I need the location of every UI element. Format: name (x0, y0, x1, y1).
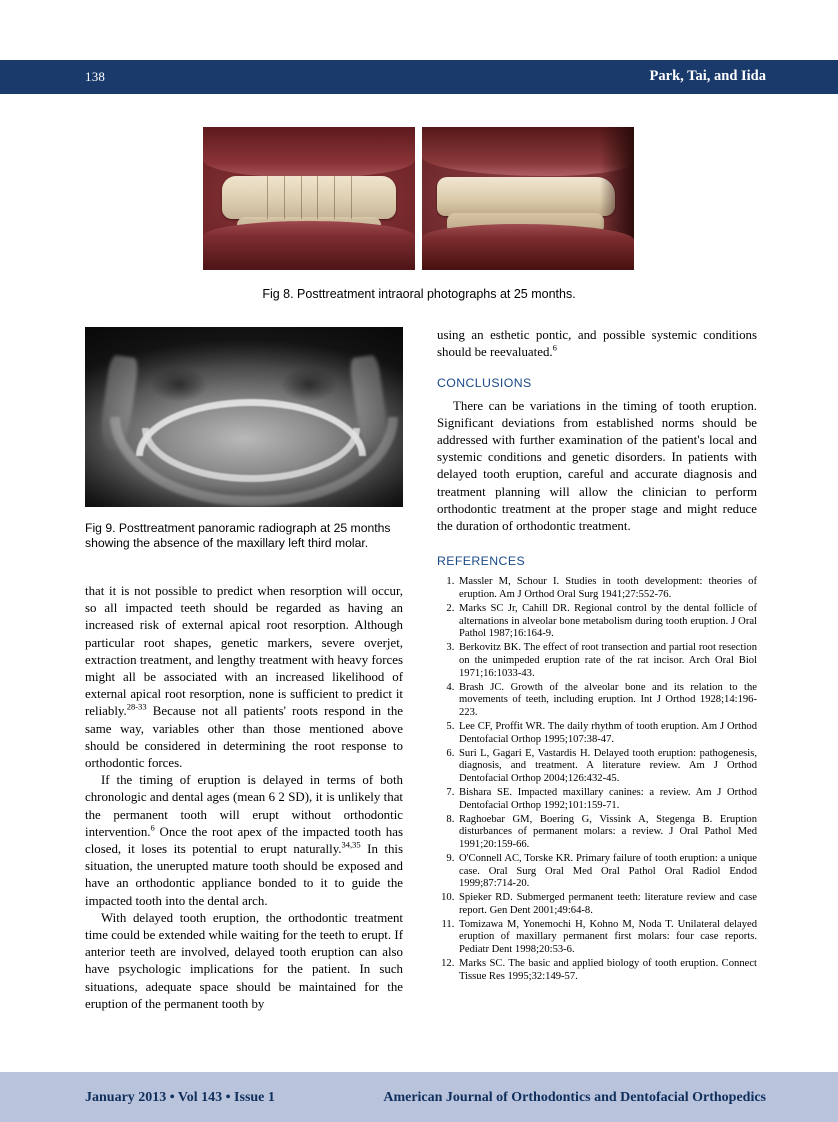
paragraph-continuation (437, 327, 757, 361)
reference-item: 2. Marks SC Jr, Cahill DR. Regional control by the dental follicle of alternations in alveolar bone metabolism during tooth eruption. J Oral Pathol 1987;16:164-9. (457, 603, 757, 641)
references-list (437, 576, 757, 983)
paragraph-text: If the timing of eruption is delayed in terms of both chronologic and dental ages (mean 6 2 SD), it is unlikely that the permanent tooth will erupt without orthodontic intervention. (85, 773, 403, 839)
figure-8-images (203, 127, 634, 270)
body-column-right (437, 327, 757, 985)
panoramic-radiograph (85, 327, 403, 507)
intraoral-lateral-photograph (422, 127, 634, 270)
reference-item: 11. Tomizawa M, Yonemochi H, Kohno M, Noda T. Unilateral delayed eruption of maxillary permanent first molars: four case reports. Pediatr Dent 1998;20:53-6. (457, 919, 757, 957)
citation-superscript: 34,35 (341, 839, 361, 850)
reference-item: 12. Marks SC. The basic and applied biology of tooth eruption. Connect Tissue Res 1995;32:149-57. (457, 958, 757, 983)
reference-item: 4. Brash JC. Growth of the alveolar bone and its relation to the movements of teeth, including eruption. Int J Orthod 1928;14:196-223. (457, 682, 757, 720)
reference-item: 6. Suri L, Gagari E, Vastardis H. Delayed tooth eruption: pathogenesis, diagnosis, and treatment. A literature review. Am J Orthod Dentofacial Orthop 2004;126:432-45. (457, 748, 757, 786)
paragraph-delayed-eruption: With delayed tooth eruption, the orthodontic treatment time could be extended while waiting for the teeth to erupt. If anterior teeth are involved, delayed tooth eruption can also have psychologic implications for the patient. In such situations, adequate space should be maintained for the eruption of the permanent tooth by (85, 910, 403, 1011)
page-header-bar (0, 60, 838, 94)
paragraph-conclusions: There can be variations in the timing of tooth eruption. Significant deviations from established norms should be addressed with further examination of the patient's local and systemic conditions and genetic disorders. In patients with delayed tooth eruption, careful and accurate diagnosis and treatment planning will allow the clinician to perform orthodontic treatment at the proper stage and might reduce the duration of orthodontic treatment. (437, 398, 757, 534)
page-number: 138 (85, 69, 106, 84)
reference-item: 8. Raghoebar GM, Boering G, Vissink A, Stegenga B. Eruption disturbances of permanent molars: a review. J Oral Pathol Med 1991;20:159-66. (457, 814, 757, 852)
reference-item: 10. Spieker RD. Submerged permanent teeth: literature review and case report. Gen Dent 2001;49:64-8. (457, 892, 757, 917)
references-heading: REFERENCES (437, 554, 526, 569)
figure-8-caption: Fig 8. Posttreatment intraoral photographs at 25 months. (262, 287, 576, 301)
radiograph-image (85, 327, 403, 507)
reference-item: 9. O'Connell AC, Torske KR. Primary failure of tooth eruption: a unique case. Oral Surg Oral Med Oral Pathol Oral Radiol Endod 1999;87:714-20. (457, 853, 757, 891)
reference-item: 5. Lee CF, Proffit WR. The daily rhythm of tooth eruption. Am J Orthod Dentofacial Orthop 1995;107:38-47. (457, 721, 757, 746)
paragraph-text-tail: Because not all patients' roots respond in the same way, variables other than those mentioned above should be considered in determining the root response to orthodontic forces. (85, 704, 403, 771)
footer-journal-name: American Journal of Orthodontics and Dentofacial Orthopedics (383, 1090, 766, 1105)
paragraph-eruption-timing (85, 772, 403, 910)
upper-teeth-row (222, 176, 396, 219)
citation-superscript: 28-33 (126, 702, 147, 713)
upper-lip-region (203, 127, 415, 178)
tooth-gap-line (317, 176, 318, 219)
body-column-left (85, 583, 403, 1013)
citation-superscript: 6 (552, 342, 557, 353)
paragraph-text: using an esthetic pontic, and possible systemic conditions should be reevaluated. (437, 328, 757, 360)
tooth-gap-line (301, 176, 302, 219)
reference-item: 3. Berkovitz BK. The effect of root transection and partial root resection on the unimpeded eruption rate of the rat incisor. Arch Oral Biol 1971;16:1033-43. (457, 642, 757, 680)
citation-superscript: 6 (150, 822, 155, 833)
running-head-authors: Park, Tai, and Iida (649, 68, 766, 84)
tooth-gap-line (284, 176, 285, 219)
conclusions-heading: CONCLUSIONS (437, 376, 532, 391)
footer-issue-info: January 2013 • Vol 143 • Issue 1 (85, 1090, 275, 1105)
paragraph-text-mid: Once the root apex of the impacted tooth has closed, it loses its potential to erupt naturally. (85, 824, 403, 857)
lower-lip-region (422, 224, 634, 270)
paragraph-text-tail: In this situation, the unerupted mature tooth should be exposed and have an orthodontic appliance bonded to it to guide the impacted tooth into the dental arch. (85, 842, 403, 908)
figure-9-caption: Fig 9. Posttreatment panoramic radiograph at 25 months showing the absence of the maxillary left third molar. (85, 521, 391, 550)
paragraph-text: that it is not possible to predict when resorption will occur, so all impacted teeth should be regarded as having an increased risk of external apical root resorption. Although particular root shapes, genetic markers, severe overjet, extraction treatment, and lengthy treatment with heavy forces might all be associated with an increased likelihood of external apical root resorption, none is sufficient to predict it reliably. (85, 584, 403, 719)
intraoral-frontal-photograph (203, 127, 415, 270)
paragraph-resorption (85, 583, 403, 772)
upper-teeth-row (437, 177, 615, 216)
tooth-gap-line (334, 176, 335, 219)
reference-item: 7. Bishara SE. Impacted maxillary canines: a review. Am J Orthod Dentofacial Orthop 1992;101:159-71. (457, 787, 757, 812)
lower-lip-region (203, 221, 415, 270)
radiograph-vignette (85, 327, 403, 507)
reference-item: 1. Massler M, Schour I. Studies in tooth development: theories of eruption. Am J Orthod Oral Surg 1941;27:552-76. (457, 576, 757, 601)
tooth-gap-line (267, 176, 268, 219)
tooth-gap-line (351, 176, 352, 219)
